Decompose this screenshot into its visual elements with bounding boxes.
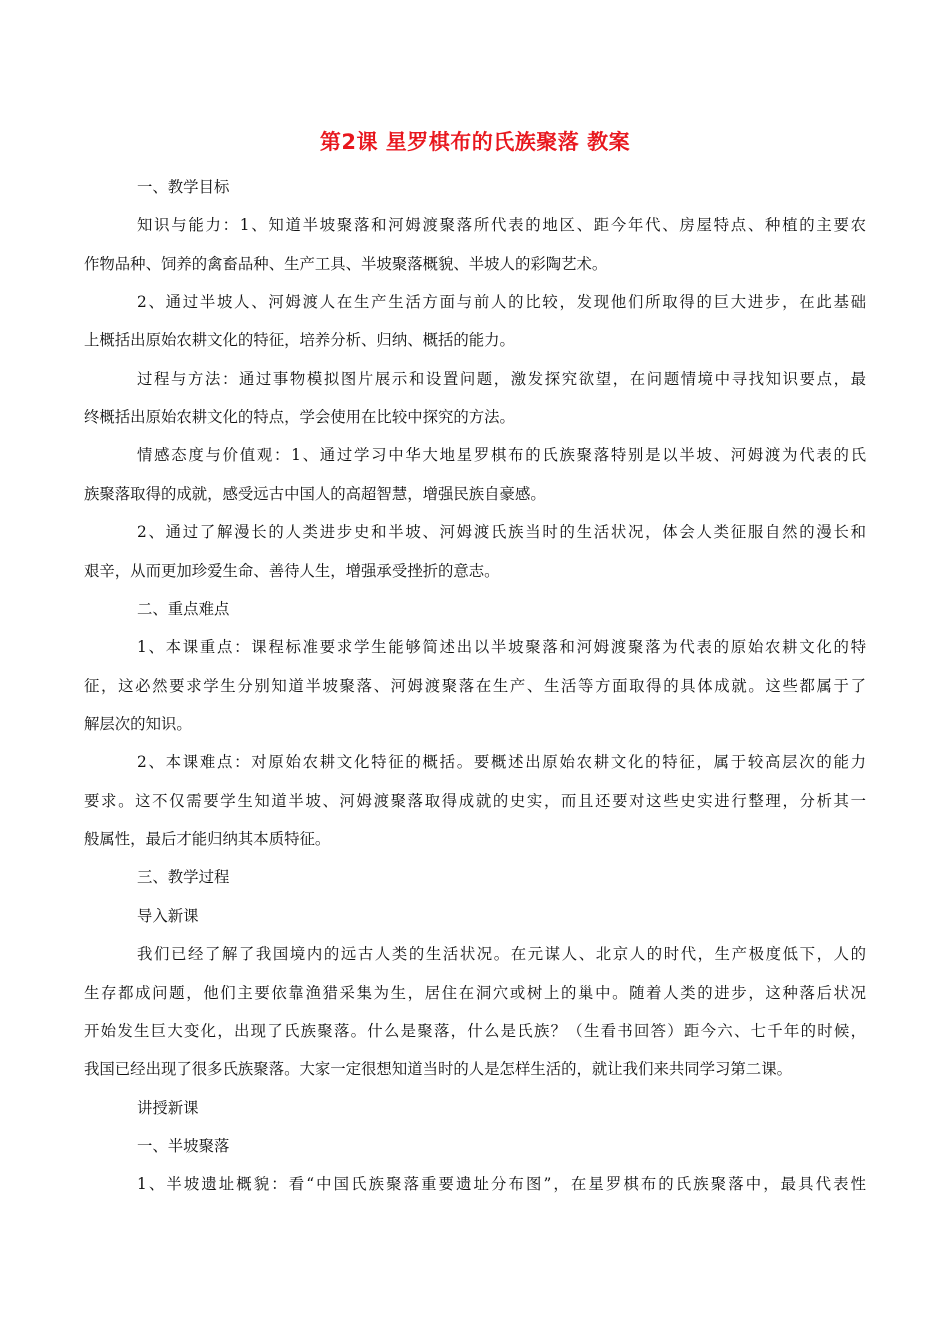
section-heading: 一、教学目标 xyxy=(137,178,230,196)
section-heading: 一、半坡聚落 xyxy=(137,1137,230,1155)
paragraph-line: 2、本课难点：对原始农耕文化特征的概括。要概述出原始农耕文化的特征，属于较高层次的能力 xyxy=(137,753,866,771)
section-heading: 二、重点难点 xyxy=(137,600,230,618)
paragraph-line: 1、半坡遗址概貌：看“中国氏族聚落重要遗址分布图”，在星罗棋布的氏族聚落中，最具代表性 xyxy=(137,1175,866,1193)
document-title: 第2课 星罗棋布的氏族聚落 教案 xyxy=(319,130,631,154)
paragraph-line: 2、通过了解漫长的人类进步史和半坡、河姆渡氏族当时的生活状况，体会人类征服自然的漫长和 xyxy=(137,523,866,541)
paragraph-line: 我国已经出现了很多氏族聚落。大家一定很想知道当时的人是怎样生活的，就让我们来共同学习第二课。 xyxy=(84,1060,792,1078)
subsection-heading: 导入新课 xyxy=(137,907,199,925)
paragraph-line: 般属性，最后才能归纳其本质特征。 xyxy=(84,830,331,848)
paragraph-line: 征，这必然要求学生分别知道半坡聚落、河姆渡聚落在生产、生活等方面取得的具体成就。这些都属于了 xyxy=(84,677,866,695)
paragraph-line: 解层次的知识。 xyxy=(84,715,192,733)
paragraph-line: 族聚落取得的成就，感受远古中国人的高超智慧，增强民族自豪感。 xyxy=(84,485,546,503)
paragraph-line: 2、通过半坡人、河姆渡人在生产生活方面与前人的比较，发现他们所取得的巨大进步，在此基础 xyxy=(137,293,866,311)
paragraph-line: 终概括出原始农耕文化的特点，学会使用在比较中探究的方法。 xyxy=(84,408,515,426)
paragraph-line: 上概括出原始农耕文化的特征，培养分析、归纳、概括的能力。 xyxy=(84,331,515,349)
paragraph-line: 开始发生巨大变化，出现了氏族聚落。什么是聚落，什么是氏族？（生看书回答）距今六、七千年的时候， xyxy=(84,1022,866,1040)
subsection-heading: 讲授新课 xyxy=(137,1099,199,1117)
paragraph-line: 过程与方法：通过事物模拟图片展示和设置问题，激发探究欲望，在问题情境中寻找知识要点，最 xyxy=(137,370,866,388)
paragraph-line: 知识与能力：1、知道半坡聚落和河姆渡聚落所代表的地区、距今年代、房屋特点、种植的主要农 xyxy=(137,216,866,234)
paragraph-line: 生存都成问题，他们主要依靠渔猎采集为生，居住在洞穴或树上的巢中。随着人类的进步，这种落后状况 xyxy=(84,984,866,1002)
paragraph-line: 要求。这不仅需要学生知道半坡、河姆渡聚落取得成就的史实，而且还要对这些史实进行整理，分析其一 xyxy=(84,792,866,810)
section-heading: 三、教学过程 xyxy=(137,868,230,886)
paragraph-line: 作物品种、饲养的禽畜品种、生产工具、半坡聚落概貌、半坡人的彩陶艺术。 xyxy=(84,255,608,273)
paragraph-line: 艰辛，从而更加珍爱生命、善待人生，增强承受挫折的意志。 xyxy=(84,562,500,580)
paragraph-line: 我们已经了解了我国境内的远古人类的生活状况。在元谋人、北京人的时代，生产极度低下，人的 xyxy=(137,945,866,963)
paragraph-line: 1、本课重点：课程标准要求学生能够简述出以半坡聚落和河姆渡聚落为代表的原始农耕文化的特 xyxy=(137,638,866,656)
paragraph-line: 情感态度与价值观：1、通过学习中华大地星罗棋布的氏族聚落特别是以半坡、河姆渡为代表的氏 xyxy=(137,446,866,464)
